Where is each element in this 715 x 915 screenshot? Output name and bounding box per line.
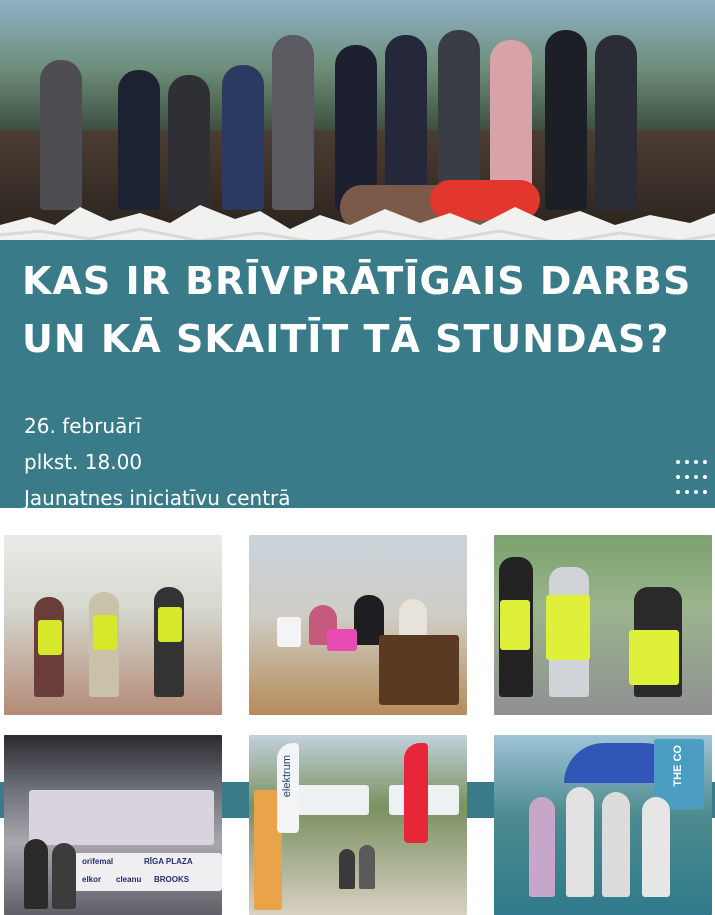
title-line-1: KAS IR BRĪVPRĀTĪGAIS DARBS xyxy=(22,259,692,303)
hi-vis-vest xyxy=(38,620,62,655)
page-title xyxy=(22,252,702,368)
brand-label: orifemal xyxy=(82,857,114,866)
person xyxy=(40,60,82,210)
person xyxy=(154,587,184,697)
brand-label: BROOKS xyxy=(154,875,190,884)
person xyxy=(52,843,76,909)
photo-color-run xyxy=(494,735,712,915)
photo-board-games xyxy=(249,535,467,715)
hi-vis-vest xyxy=(546,595,590,660)
person xyxy=(545,30,587,210)
sponsor-flag-text: elektrum xyxy=(281,755,293,798)
brand-label: elkor xyxy=(82,875,102,884)
person xyxy=(24,839,48,909)
person xyxy=(602,792,630,897)
person xyxy=(642,797,670,897)
game-box xyxy=(277,617,301,647)
person xyxy=(566,787,594,897)
game-box xyxy=(327,629,357,651)
photo-volunteers-event xyxy=(494,535,712,715)
person xyxy=(168,75,210,210)
person xyxy=(222,65,264,210)
person xyxy=(385,35,427,210)
photo-volunteers-tent xyxy=(4,535,222,715)
hi-vis-vest xyxy=(629,630,679,685)
photo-stage-group xyxy=(4,735,222,915)
photo-tents xyxy=(249,735,467,915)
dot-grid-decoration xyxy=(676,460,715,500)
person xyxy=(339,849,355,889)
event-flag-text: THE CO xyxy=(672,745,684,787)
person xyxy=(595,35,637,210)
hi-vis-vest xyxy=(93,615,117,650)
hi-vis-vest xyxy=(500,600,530,650)
tent xyxy=(289,785,369,815)
hi-vis-vest xyxy=(158,607,182,642)
person xyxy=(359,845,375,889)
event-time: plkst. 18.00 xyxy=(24,450,143,474)
person xyxy=(272,35,314,210)
stage-crowd xyxy=(29,790,214,845)
event-location: Jaunatnes iniciatīvu centrā xyxy=(24,486,291,510)
event-date: 26. februārī xyxy=(24,414,142,438)
game-board xyxy=(379,635,459,705)
event-details xyxy=(24,408,291,516)
person xyxy=(118,70,160,210)
brand-label: RĪGA PLAZA xyxy=(144,857,193,866)
person xyxy=(529,797,555,897)
brand-label: cleanu xyxy=(116,875,142,884)
title-line-2: UN KĀ SKAITĪT TĀ STUNDAS? xyxy=(22,317,670,361)
feather-flag xyxy=(404,743,428,843)
